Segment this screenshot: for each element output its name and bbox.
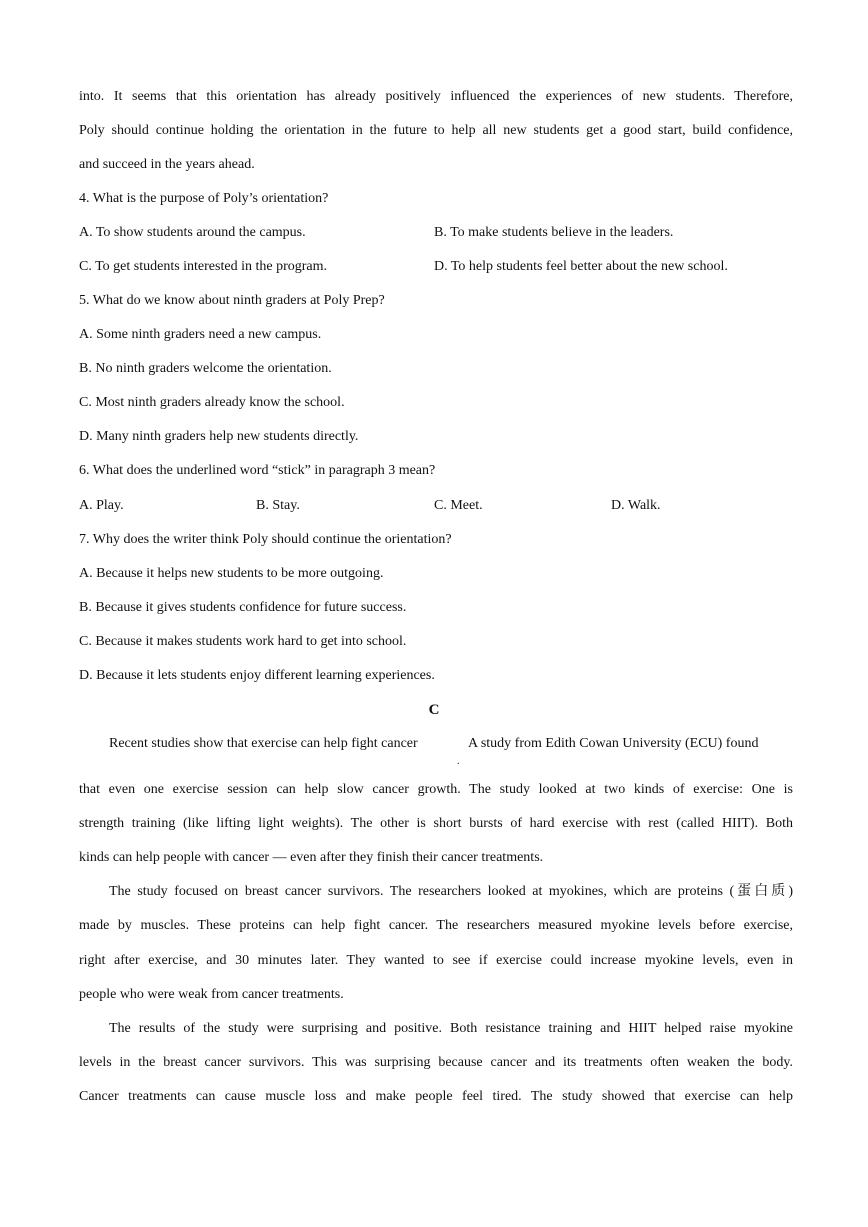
answer-option: C. To get students interested in the program.	[79, 259, 327, 274]
answer-option: B. Because it gives students confidence for future success.	[79, 600, 407, 615]
answer-option: D. To help students feel better about the new school.	[434, 259, 728, 274]
paragraph-line: made by muscles. These proteins can help fight cancer. The researchers measured myokine levels before exercise,	[79, 918, 793, 933]
answer-option: D. Walk.	[611, 498, 661, 513]
answer-option: B. To make students believe in the leaders.	[434, 225, 674, 240]
passage-line: into. It seems that this orientation has already positively influenced the experiences of new students. Therefore,	[79, 89, 793, 104]
paragraph-line: levels in the breast cancer survivors. This was surprising because cancer and its treatments often weaken the body.	[79, 1055, 793, 1070]
paragraph-line: Cancer treatments can cause muscle loss and make people feel tired. The study showed that exercise can help	[79, 1089, 793, 1104]
paragraph-line-end: A study from Edith Cowan University (ECU) found	[468, 736, 759, 751]
question-stem: 5. What do we know about ninth graders at Poly Prep?	[79, 293, 385, 308]
answer-option: C. Most ninth graders already know the school.	[79, 395, 345, 410]
answer-option: A. Some ninth graders need a new campus.	[79, 327, 322, 342]
question-stem: 6. What does the underlined word “stick” in paragraph 3 mean?	[79, 463, 436, 478]
answer-option: B. No ninth graders welcome the orientation.	[79, 361, 332, 376]
question-stem: 7. Why does the writer think Poly should continue the orientation?	[79, 532, 452, 547]
answer-option: D. Many ninth graders help new students directly.	[79, 429, 359, 444]
paragraph-line: strength training (like lifting light weights). The other is short bursts of hard exercise with rest (called HIIT). Both	[79, 816, 793, 831]
answer-option: A. To show students around the campus.	[79, 225, 306, 240]
passage-line: Poly should continue holding the orientation in the future to help all new students get a good start, build confidence,	[79, 123, 793, 138]
answer-option: A. Because it helps new students to be more outgoing.	[79, 566, 384, 581]
answer-option: B. Stay.	[256, 498, 300, 513]
paragraph-line-start: Recent studies show that exercise can help fight cancer	[109, 736, 418, 751]
answer-option: C. Because it makes students work hard to get into school.	[79, 634, 407, 649]
punctuation-mark: .	[457, 756, 460, 767]
paragraph-line: that even one exercise session can help slow cancer growth. The study looked at two kinds of exercise: One is	[79, 782, 793, 797]
section-heading: C	[428, 702, 440, 718]
passage-line: and succeed in the years ahead.	[79, 157, 255, 172]
paragraph-line: right after exercise, and 30 minutes later. They wanted to see if exercise could increase myokine levels, even in	[79, 953, 793, 968]
question-stem: 4. What is the purpose of Poly’s orientation?	[79, 191, 329, 206]
answer-option: C. Meet.	[434, 498, 483, 513]
answer-option: D. Because it lets students enjoy different learning experiences.	[79, 668, 435, 683]
paragraph-line: people who were weak from cancer treatments.	[79, 987, 344, 1002]
paragraph-line: The results of the study were surprising and positive. Both resistance training and HIIT helped raise myokine	[109, 1021, 793, 1036]
answer-option: A. Play.	[79, 498, 124, 513]
paragraph-line: kinds can help people with cancer — even after they finish their cancer treatments.	[79, 850, 544, 865]
paragraph-line: The study focused on breast cancer survivors. The researchers looked at myokines, which are proteins (蛋白质)	[109, 884, 793, 899]
